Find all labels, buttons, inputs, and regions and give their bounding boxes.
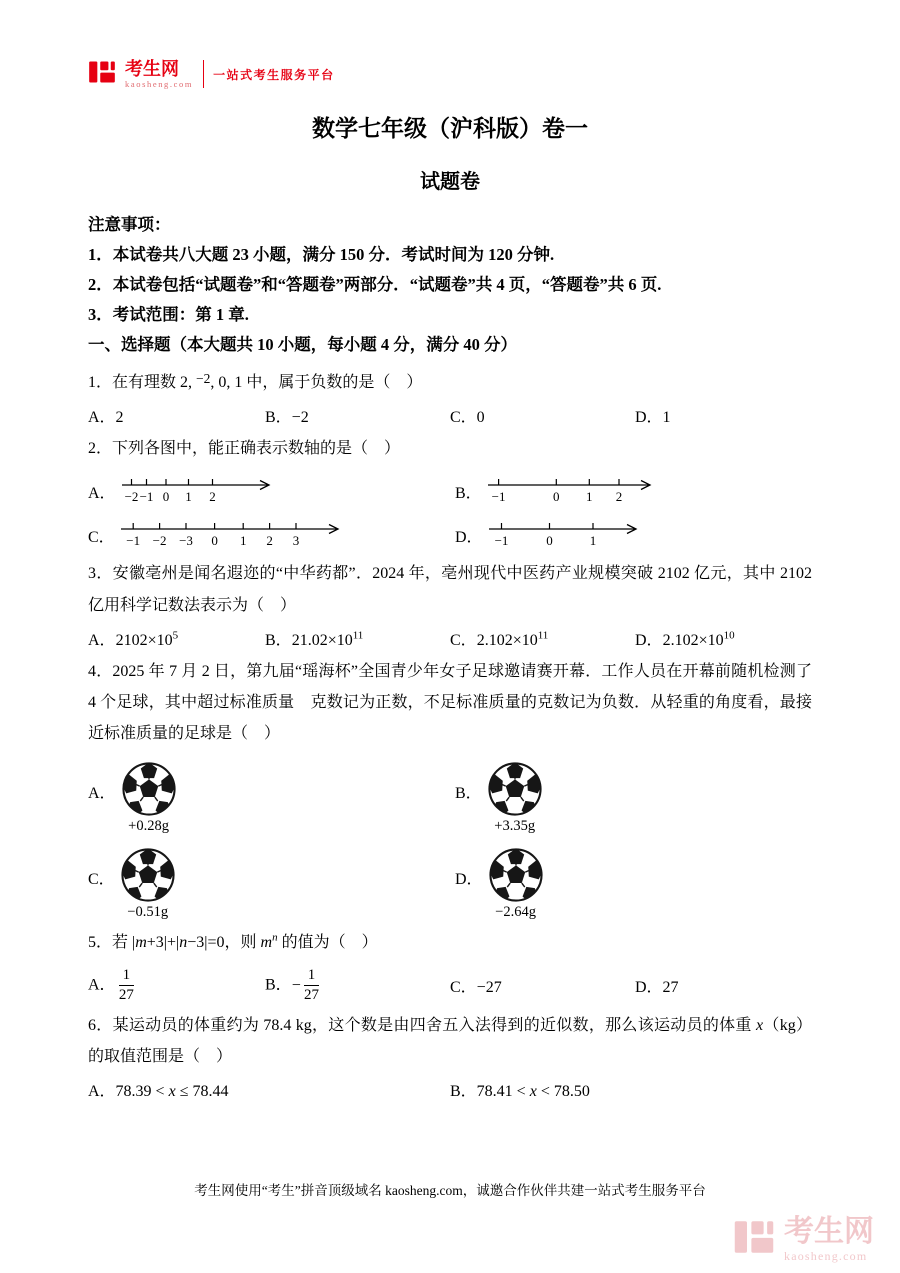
svg-text:−3: −3 [178, 533, 193, 549]
watermark-logo-icon [733, 1216, 775, 1263]
question-6-options [88, 1078, 812, 1101]
question-1-option-d: D．1 [635, 409, 671, 427]
svg-text:1: 1 [239, 533, 247, 549]
question-3-option-c: C．$2.102\times 10^{11}$ [450, 629, 549, 649]
question-2-option-c [88, 518, 455, 552]
document-subtitle: 试题卷 [420, 171, 480, 193]
ball-c-mass: −0.51g [127, 904, 169, 921]
page-footer [0, 1179, 900, 1199]
question-5 [88, 927, 812, 1004]
question-2-options-cd [88, 518, 812, 552]
option-d-label: D． [455, 871, 483, 889]
svg-text:−1: −1 [494, 533, 508, 549]
question-1 [88, 366, 812, 427]
question-2-option-d [455, 518, 812, 552]
question-4-options-cd [88, 847, 812, 921]
number-line-d [488, 518, 638, 552]
notices-heading: 注意事项： [88, 215, 171, 234]
svg-text:3: 3 [292, 533, 299, 549]
site-brand-header [88, 52, 812, 96]
svg-text:2: 2 [615, 489, 622, 505]
ball-a-mass: +0.28g [128, 818, 169, 835]
question-5-option-d: D．27 [635, 978, 679, 996]
watermark-brand-domain: kaosheng.com [784, 1249, 868, 1263]
soccer-ball-icon [487, 761, 543, 817]
ball-c-figure [120, 847, 176, 921]
section-1-heading: 一、选择题（本大题共 10 小题，每小题 4 分，满分 40 分） [88, 335, 517, 355]
question-2 [88, 433, 812, 552]
question-2-option-b [455, 474, 812, 508]
svg-text:−1: −1 [491, 489, 506, 505]
svg-text:−2: −2 [124, 489, 138, 505]
svg-text:1: 1 [589, 533, 596, 549]
question-4-option-a [88, 761, 455, 835]
notice-item-3: 3．考试范围：第 1 章. [88, 305, 249, 325]
notice-item-2: 2．本试卷包括“试题卷”和“答题卷”两部分．“试题卷”共 4 页，“答题卷”共 6 页. [88, 275, 662, 295]
question-2-options-ab [88, 474, 812, 508]
svg-text:1: 1 [585, 489, 593, 505]
question-6-stem: 6．某运动员的体重约为 78.4 kg，这个数是由四舍五入法得到的近似数，那么该运动员的体重 x（kg）的取值范围是（ ） [88, 1017, 812, 1066]
option-b-label: B． [455, 484, 482, 502]
svg-text:0: 0 [211, 533, 218, 549]
brand-tagline: 一站式考生服务平台 [213, 67, 335, 82]
question-6 [88, 1010, 812, 1101]
question-3-option-a: A．$2102\times 10^5$ [88, 629, 179, 649]
svg-text:−1: −1 [139, 489, 153, 505]
question-3-options [88, 627, 812, 650]
kaosheng-logo-icon [88, 58, 116, 91]
number-line-b [487, 474, 652, 508]
watermark-text [784, 1217, 874, 1262]
number-line-c [120, 518, 340, 552]
question-3 [88, 558, 812, 649]
question-5-option-b: B．− $\frac{1}{27}$ [265, 966, 319, 1003]
option-c-label: C． [88, 528, 115, 546]
kaosheng-watermark [733, 1216, 874, 1263]
soccer-ball-icon [120, 847, 176, 903]
option-d-label: D． [455, 528, 483, 546]
soccer-ball-icon [488, 847, 544, 903]
svg-text:2: 2 [266, 533, 273, 549]
option-b-label: B． [455, 785, 482, 803]
svg-text:1: 1 [184, 489, 192, 505]
question-4-option-c [88, 847, 455, 921]
question-3-stem: 3．安徽亳州是闻名遐迩的“中华药都”．2024 年，亳州现代中医药产业规模突破 2102 亿元，其中 2102 亿用科学记数法表示为（ ） [88, 565, 812, 614]
svg-text:0: 0 [552, 489, 560, 505]
question-4-option-b [455, 761, 812, 835]
option-c-label: C． [88, 871, 115, 889]
svg-text:−2: −2 [152, 533, 167, 549]
question-2-option-a [88, 474, 455, 508]
brand-name: 考生网 [125, 58, 179, 79]
question-6-option-b: B．78.41 < x < 78.50 [450, 1083, 590, 1101]
question-4-option-d [455, 847, 812, 921]
brand-text [125, 60, 204, 89]
svg-text:2: 2 [208, 489, 216, 505]
question-5-option-c: C．−27 [450, 978, 502, 996]
question-3-option-d: D．$2.102\times 10^{10}$ [635, 629, 735, 649]
soccer-ball-icon [121, 761, 177, 817]
svg-text:0: 0 [162, 489, 169, 505]
question-1-options [88, 404, 812, 427]
ball-b-figure [487, 761, 543, 835]
question-1-option-a: A．2 [88, 409, 124, 427]
watermark-brand-name: 考生网 [784, 1215, 874, 1248]
document-title: 数学七年级（沪科版）卷一 [312, 116, 588, 141]
question-1-stem: 1．在有理数 2, $^{-2}$, 0, 1 中，属于负数的是（ ） [88, 371, 423, 392]
exam-notices [88, 210, 812, 330]
ball-a-figure [121, 761, 177, 835]
ball-d-figure [488, 847, 544, 921]
question-4 [88, 656, 812, 922]
question-5-option-a: A． $\frac{1}{27}$ [88, 966, 134, 1003]
option-a-label: A． [88, 785, 116, 803]
question-4-stem: 4．2025 年 7 月 2 日，第九届“瑶海杯”全国青少年女子足球邀请赛开幕．工作人员在开幕前随机检测了 4 个足球，其中超过标准质量 克数记为正数，不足标准质量的克数记为负数．从轻重的角度看，最接近标准质量的足球是（ ） [88, 662, 812, 743]
question-3-option-b: B．$21.02\times 10^{11}$ [265, 629, 364, 649]
question-6-option-a: A．78.39 < x ≤ 78.44 [88, 1083, 229, 1101]
question-4-options-ab [88, 761, 812, 835]
option-a-label: A． [88, 484, 116, 502]
number-line-a [121, 474, 271, 508]
question-5-options [88, 967, 812, 1005]
brand-domain: kaosheng.com [125, 78, 194, 89]
question-5-stem: 5．若 |m+3|+|n−3|=0，则 $m^n$ 的值为（ ） [88, 932, 378, 952]
question-1-option-c: C．0 [450, 409, 485, 427]
question-2-stem: 2．下列各图中，能正确表示数轴的是（ ） [88, 440, 401, 458]
notice-item-1: 1．本试卷共八大题 23 小题，满分 150 分．考试时间为 120 分钟. [88, 245, 555, 265]
ball-d-mass: −2.64g [495, 904, 536, 921]
svg-text:0: 0 [545, 533, 553, 549]
ball-b-mass: +3.35g [494, 818, 536, 835]
footer-text: 考生网使用“考生”拼音顶级域名 kaosheng.com，诚邀合作伙伴共建一站式考生服务平台 [194, 1183, 706, 1198]
question-1-option-b: B．−2 [265, 409, 309, 427]
svg-text:−1: −1 [125, 533, 140, 549]
